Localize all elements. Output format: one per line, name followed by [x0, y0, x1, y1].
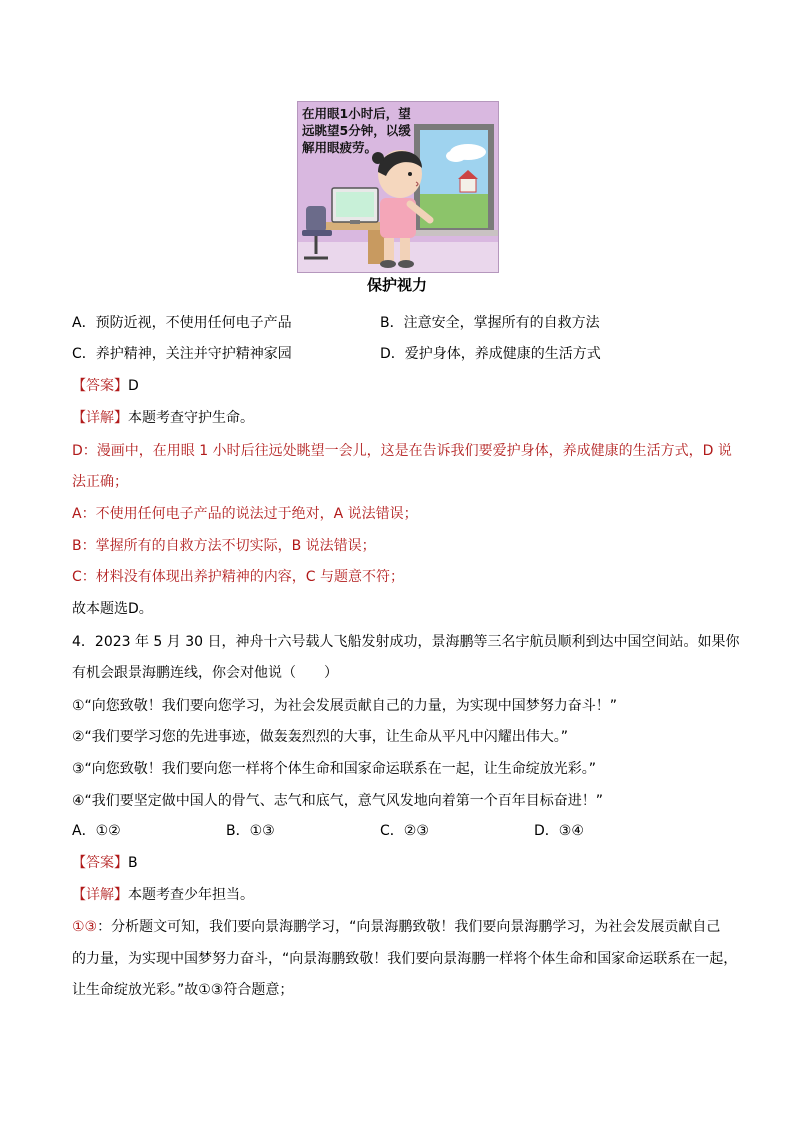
q4-answer-value: B: [128, 855, 138, 871]
q3-option-c: C．养护精神，关注并守护精神家园: [72, 346, 292, 362]
q4-explain-line1: [72, 917, 720, 937]
q4-option-a: A．①②: [72, 823, 121, 839]
q3-option-d: D．爱护身体，养成健康的生活方式: [380, 346, 601, 362]
q3-explain-a: A：不使用任何电子产品的说法过于绝对，A 说法错误；: [72, 506, 418, 522]
q3-answer-value: D: [128, 378, 139, 394]
cartoon-caption: 在用眼1小时后，望远眺望5分钟，以缓解用眼疲劳。: [302, 106, 411, 155]
q3-explain-b: B：掌握所有的自救方法不切实际，B 说法错误；: [72, 538, 376, 554]
q3-explain-d-line1: D：漫画中，在用眼 1 小时后往远处眺望一会儿，这是在告诉我们要爱护身体，养成健康的生活方式，D 说: [72, 443, 732, 459]
q4-explain-prefix: ①③: [72, 919, 98, 935]
eye-care-cartoon: [297, 101, 499, 273]
q3-explain-d-line2: 法正确；: [72, 474, 128, 490]
q3-detail-tag: 【详解】: [72, 410, 128, 426]
q4-stem-line1: 4．2023 年 5 月 30 日，神舟十六号载人飞船发射成功，景海鹏等三名宇航员顺利到达中国空间站。如果你: [72, 634, 740, 650]
q4-stem-line2: 有机会跟景海鹏连线，你会对他说（ ）: [72, 665, 338, 681]
q4-option-b: B．①③: [226, 823, 275, 839]
q4-detail: [72, 885, 254, 905]
q4-option-d: D．③④: [534, 823, 584, 839]
q4-option-c: C．②③: [380, 823, 429, 839]
q3-answer-tag: 【答案】: [72, 378, 128, 394]
q3-detail: [72, 408, 254, 428]
cartoon-title: 保护视力: [367, 276, 428, 294]
q3-conclusion: 故本题选D。: [72, 601, 153, 617]
q4-answer-tag: 【答案】: [72, 855, 128, 871]
q4-item-4: ④“我们要坚定做中国人的骨气、志气和底气，意气风发地向着第一个百年目标奋进！”: [72, 793, 604, 809]
q4-explain-line1-text: ：分析题文可知，我们要向景海鹏学习，“向景海鹏致敬！我们要向景海鹏学习，为社会发展贡献自己: [97, 919, 721, 935]
q4-explain-line2: 的力量，为实现中国梦努力奋斗，“向景海鹏致敬！我们要向景海鹏一样将个体生命和国家命运联系在一起，: [72, 951, 738, 967]
q3-option-a: A．预防近视，不使用任何电子产品: [72, 315, 292, 331]
q3-detail-intro: 本题考查守护生命。: [128, 410, 254, 426]
q3-option-b: B．注意安全，掌握所有的自救方法: [380, 315, 600, 331]
q3-explain-c: C：材料没有体现出养护精神的内容，C 与题意不符；: [72, 569, 404, 585]
q4-item-2: ②“我们要学习您的先进事迹，做轰轰烈烈的大事，让生命从平凡中闪耀出伟大。”: [72, 729, 569, 745]
q4-item-1: ①“向您致敬！我们要向您学习，为社会发展贡献自己的力量，为实现中国梦努力奋斗！”: [72, 698, 618, 714]
q4-detail-intro: 本题考查少年担当。: [128, 887, 254, 903]
q4-answer: [72, 853, 138, 873]
q3-answer: [72, 376, 139, 396]
q4-item-3: ③“向您致敬！我们要向您一样将个体生命和国家命运联系在一起，让生命绽放光彩。”: [72, 761, 597, 777]
q4-explain-line3: 让生命绽放光彩。”故①③符合题意；: [72, 982, 294, 998]
q4-detail-tag: 【详解】: [72, 887, 128, 903]
